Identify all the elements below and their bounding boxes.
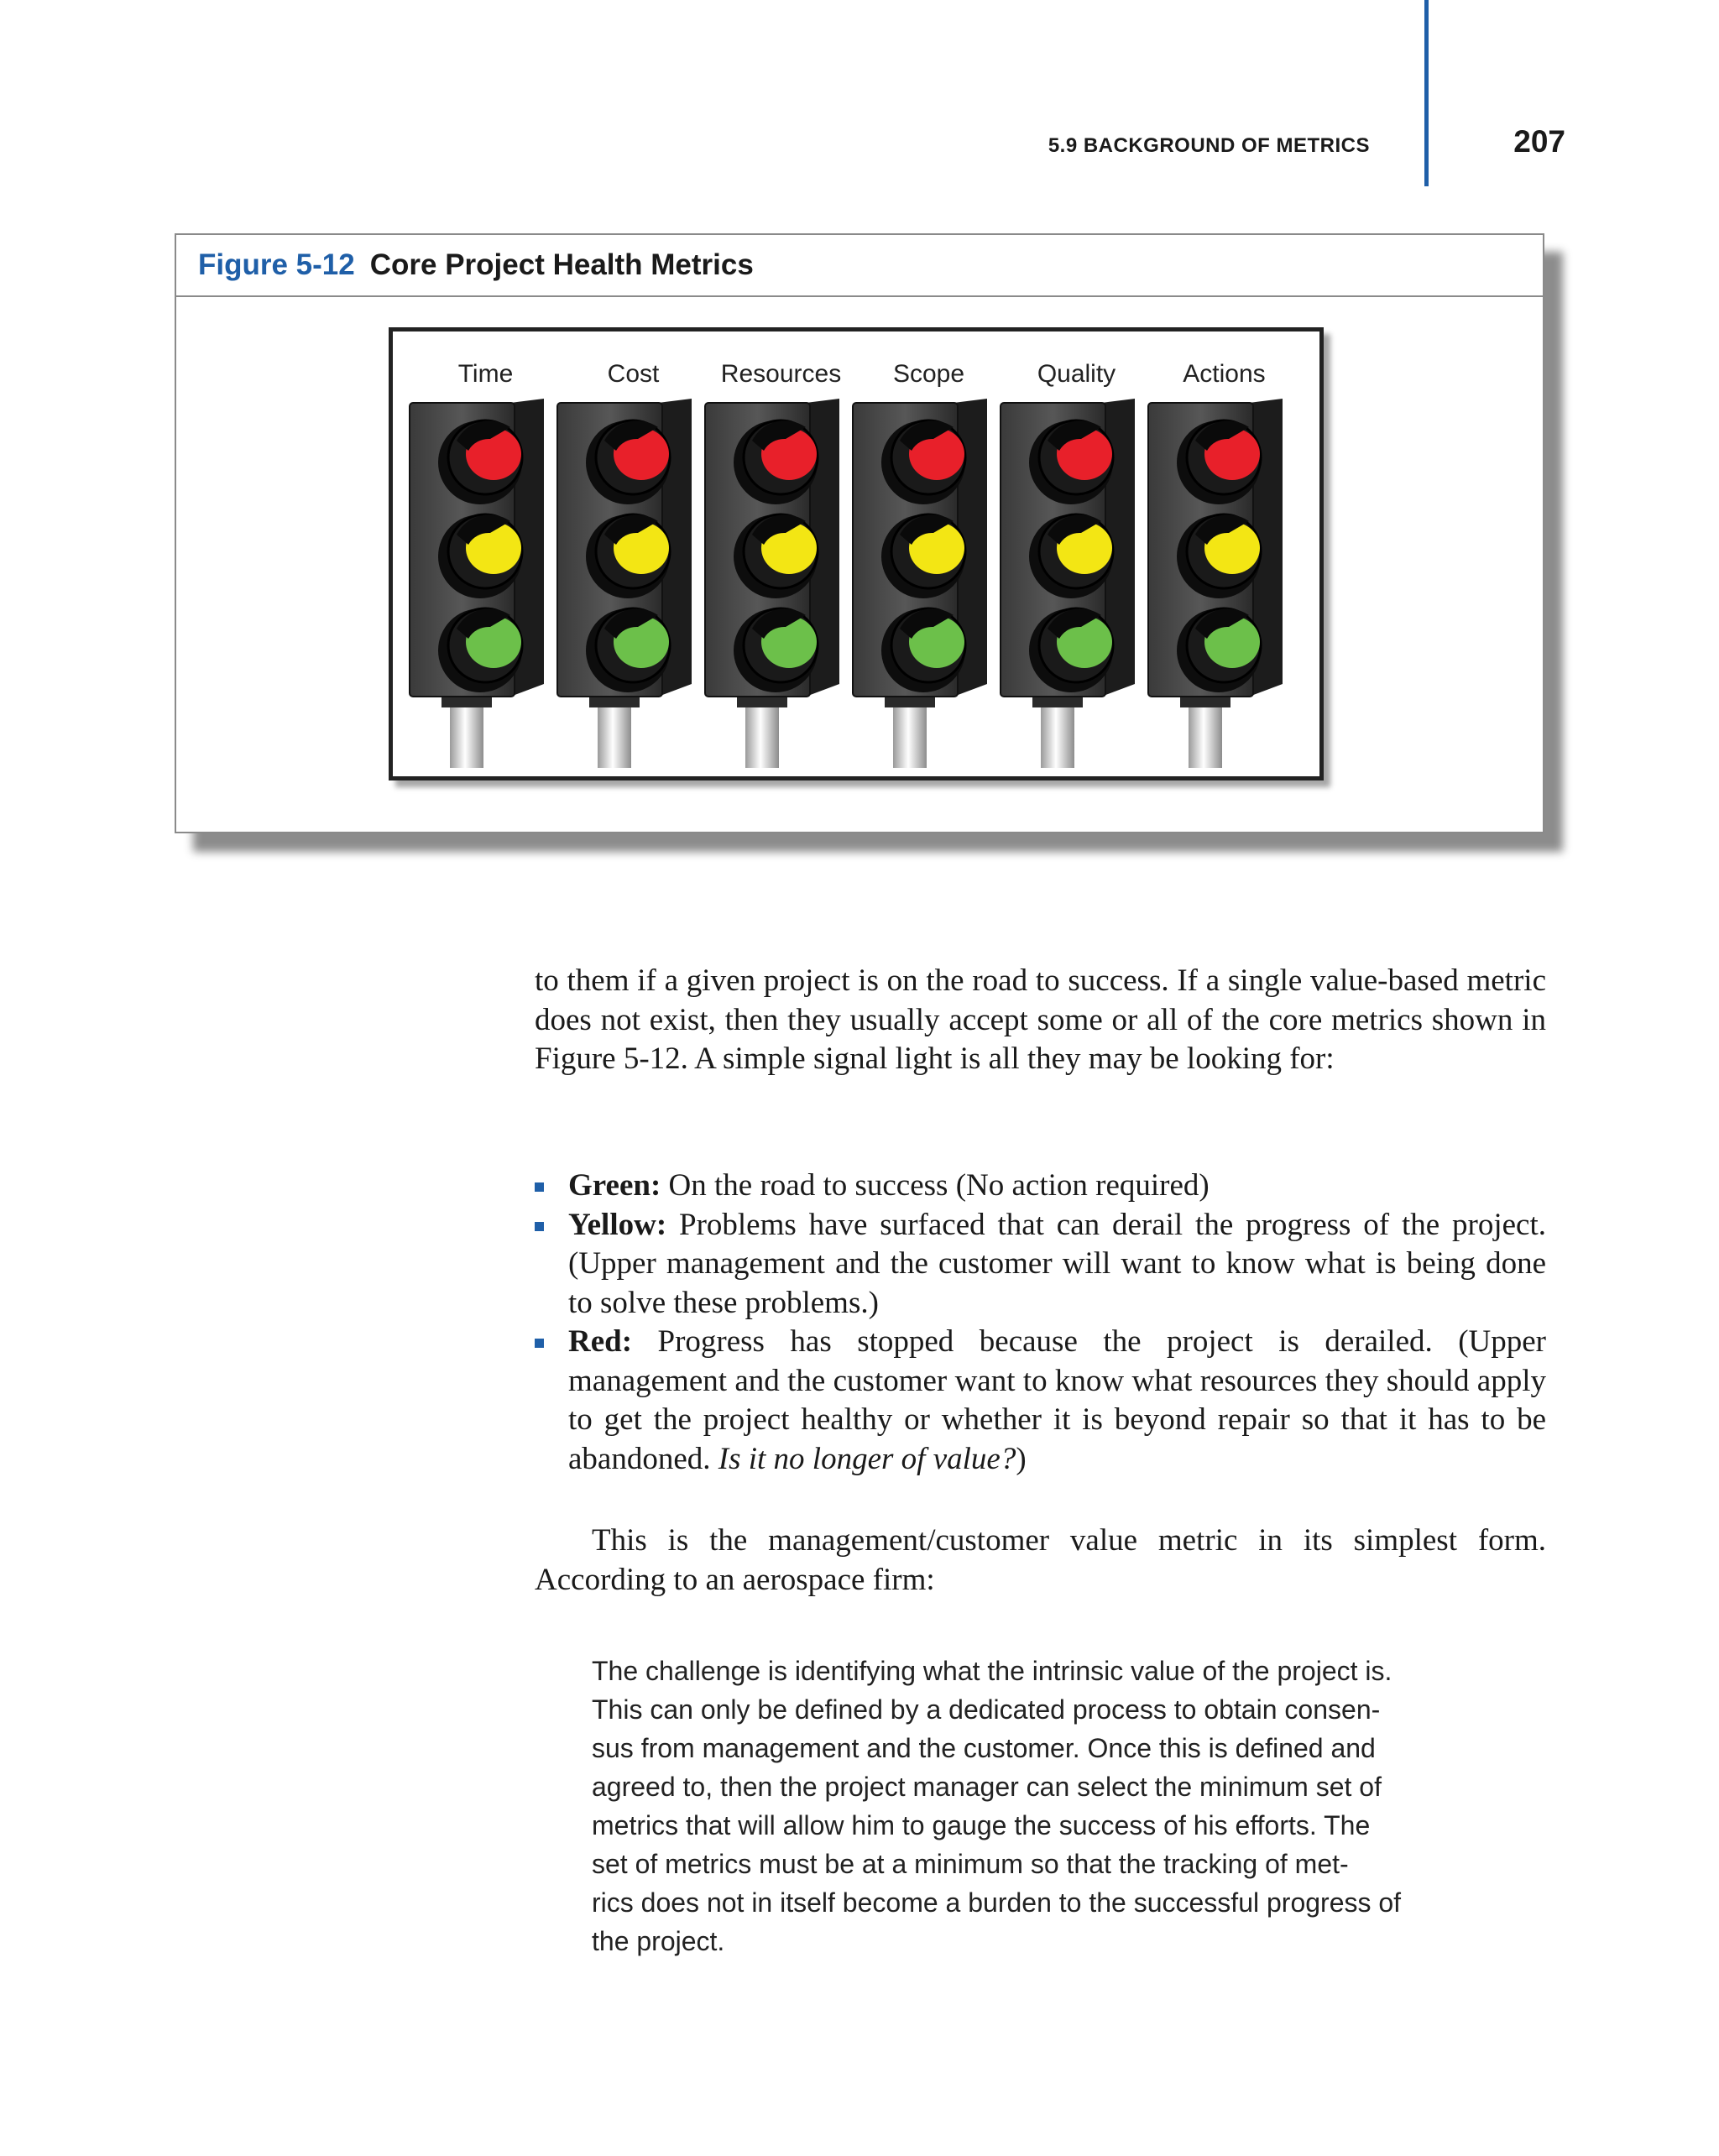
page-number: 207 [1513,124,1565,159]
pole [1189,701,1222,768]
traffic-light-cost [557,360,692,768]
traffic-lights-graphic [393,331,1319,776]
pole [450,701,483,768]
light-label: Quality [1037,360,1116,388]
traffic-light-scope [853,360,987,768]
quote-line: The challenge is identifying what the intrinsic value of the project is. [592,1656,1392,1686]
header-rule [1424,0,1429,186]
pole [1041,701,1074,768]
block-quote [592,1652,1498,1960]
bullet-text: Progress has stopped because the project is derailed. (Upper management and the customer want to know what resources they should apply to get the project healthy or whether it is beyond repair so that it has to be abandoned. [568,1324,1546,1476]
pole [893,701,927,768]
body-paragraph: to them if a given project is on the road to success. If a single value-based metric does not exist, then they usually accept some or all of the core metrics shown in Figure 5-12. A simple signal light is all they may be looking for: [535,963,1546,1076]
light-label: Resources [720,360,842,388]
bullet-square-icon [535,1339,544,1348]
bullet-square-icon [535,1182,544,1192]
pole [598,701,631,768]
bullet-tail: ) [1016,1441,1027,1476]
traffic-light-quality [1001,360,1135,768]
body-paragraph: This is the management/customer value metric in its simplest form. According to an aerospace firm: [535,1523,1546,1597]
light-label: Cost [607,360,660,388]
light-label: Time [457,360,514,388]
list-item [535,1323,1546,1479]
quote-line: sus from management and the customer. Once this is defined and [592,1733,1376,1763]
quote-line: set of metrics must be at a minimum so that the tracking of met- [592,1849,1349,1879]
quote-line: the project. [592,1926,725,1956]
light-label: Actions [1183,360,1266,388]
signal-list [535,1167,1546,1479]
pole [745,701,779,768]
traffic-lights-panel [389,327,1324,780]
light-label: Scope [892,360,965,388]
figure-box [175,233,1544,833]
bullet-text: On the road to success (No action required) [661,1168,1210,1203]
figure-number: Figure 5-12 [198,248,355,281]
figure-title: Core Project Health Metrics [369,248,754,281]
quote-line: rics does not in itself become a burden to the successful progress of [592,1887,1402,1918]
traffic-light-time [410,360,544,768]
bullet-term: Yellow: [568,1207,667,1242]
list-item [535,1167,1546,1206]
figure-caption [176,235,1543,297]
quote-line: metrics that will allow him to gauge the success of his efforts. The [592,1810,1371,1840]
bullet-square-icon [535,1222,544,1231]
bullet-term: Red: [568,1324,633,1359]
quote-line: agreed to, then the project manager can select the minimum set of [592,1772,1382,1802]
bullet-italic: Is it no longer of value? [718,1441,1016,1476]
bullet-term: Green: [568,1168,661,1203]
traffic-light-actions [1148,360,1283,768]
bullet-text: Problems have surfaced that can derail the progress of the project. (Upper management and the customer will want to know what is being done to solve these problems.) [568,1207,1546,1320]
list-item [535,1206,1546,1323]
traffic-light-resources [705,360,841,768]
running-header: 5.9 BACKGROUND OF METRICS [1048,134,1370,157]
quote-line: This can only be defined by a dedicated process to obtain consen- [592,1694,1381,1725]
